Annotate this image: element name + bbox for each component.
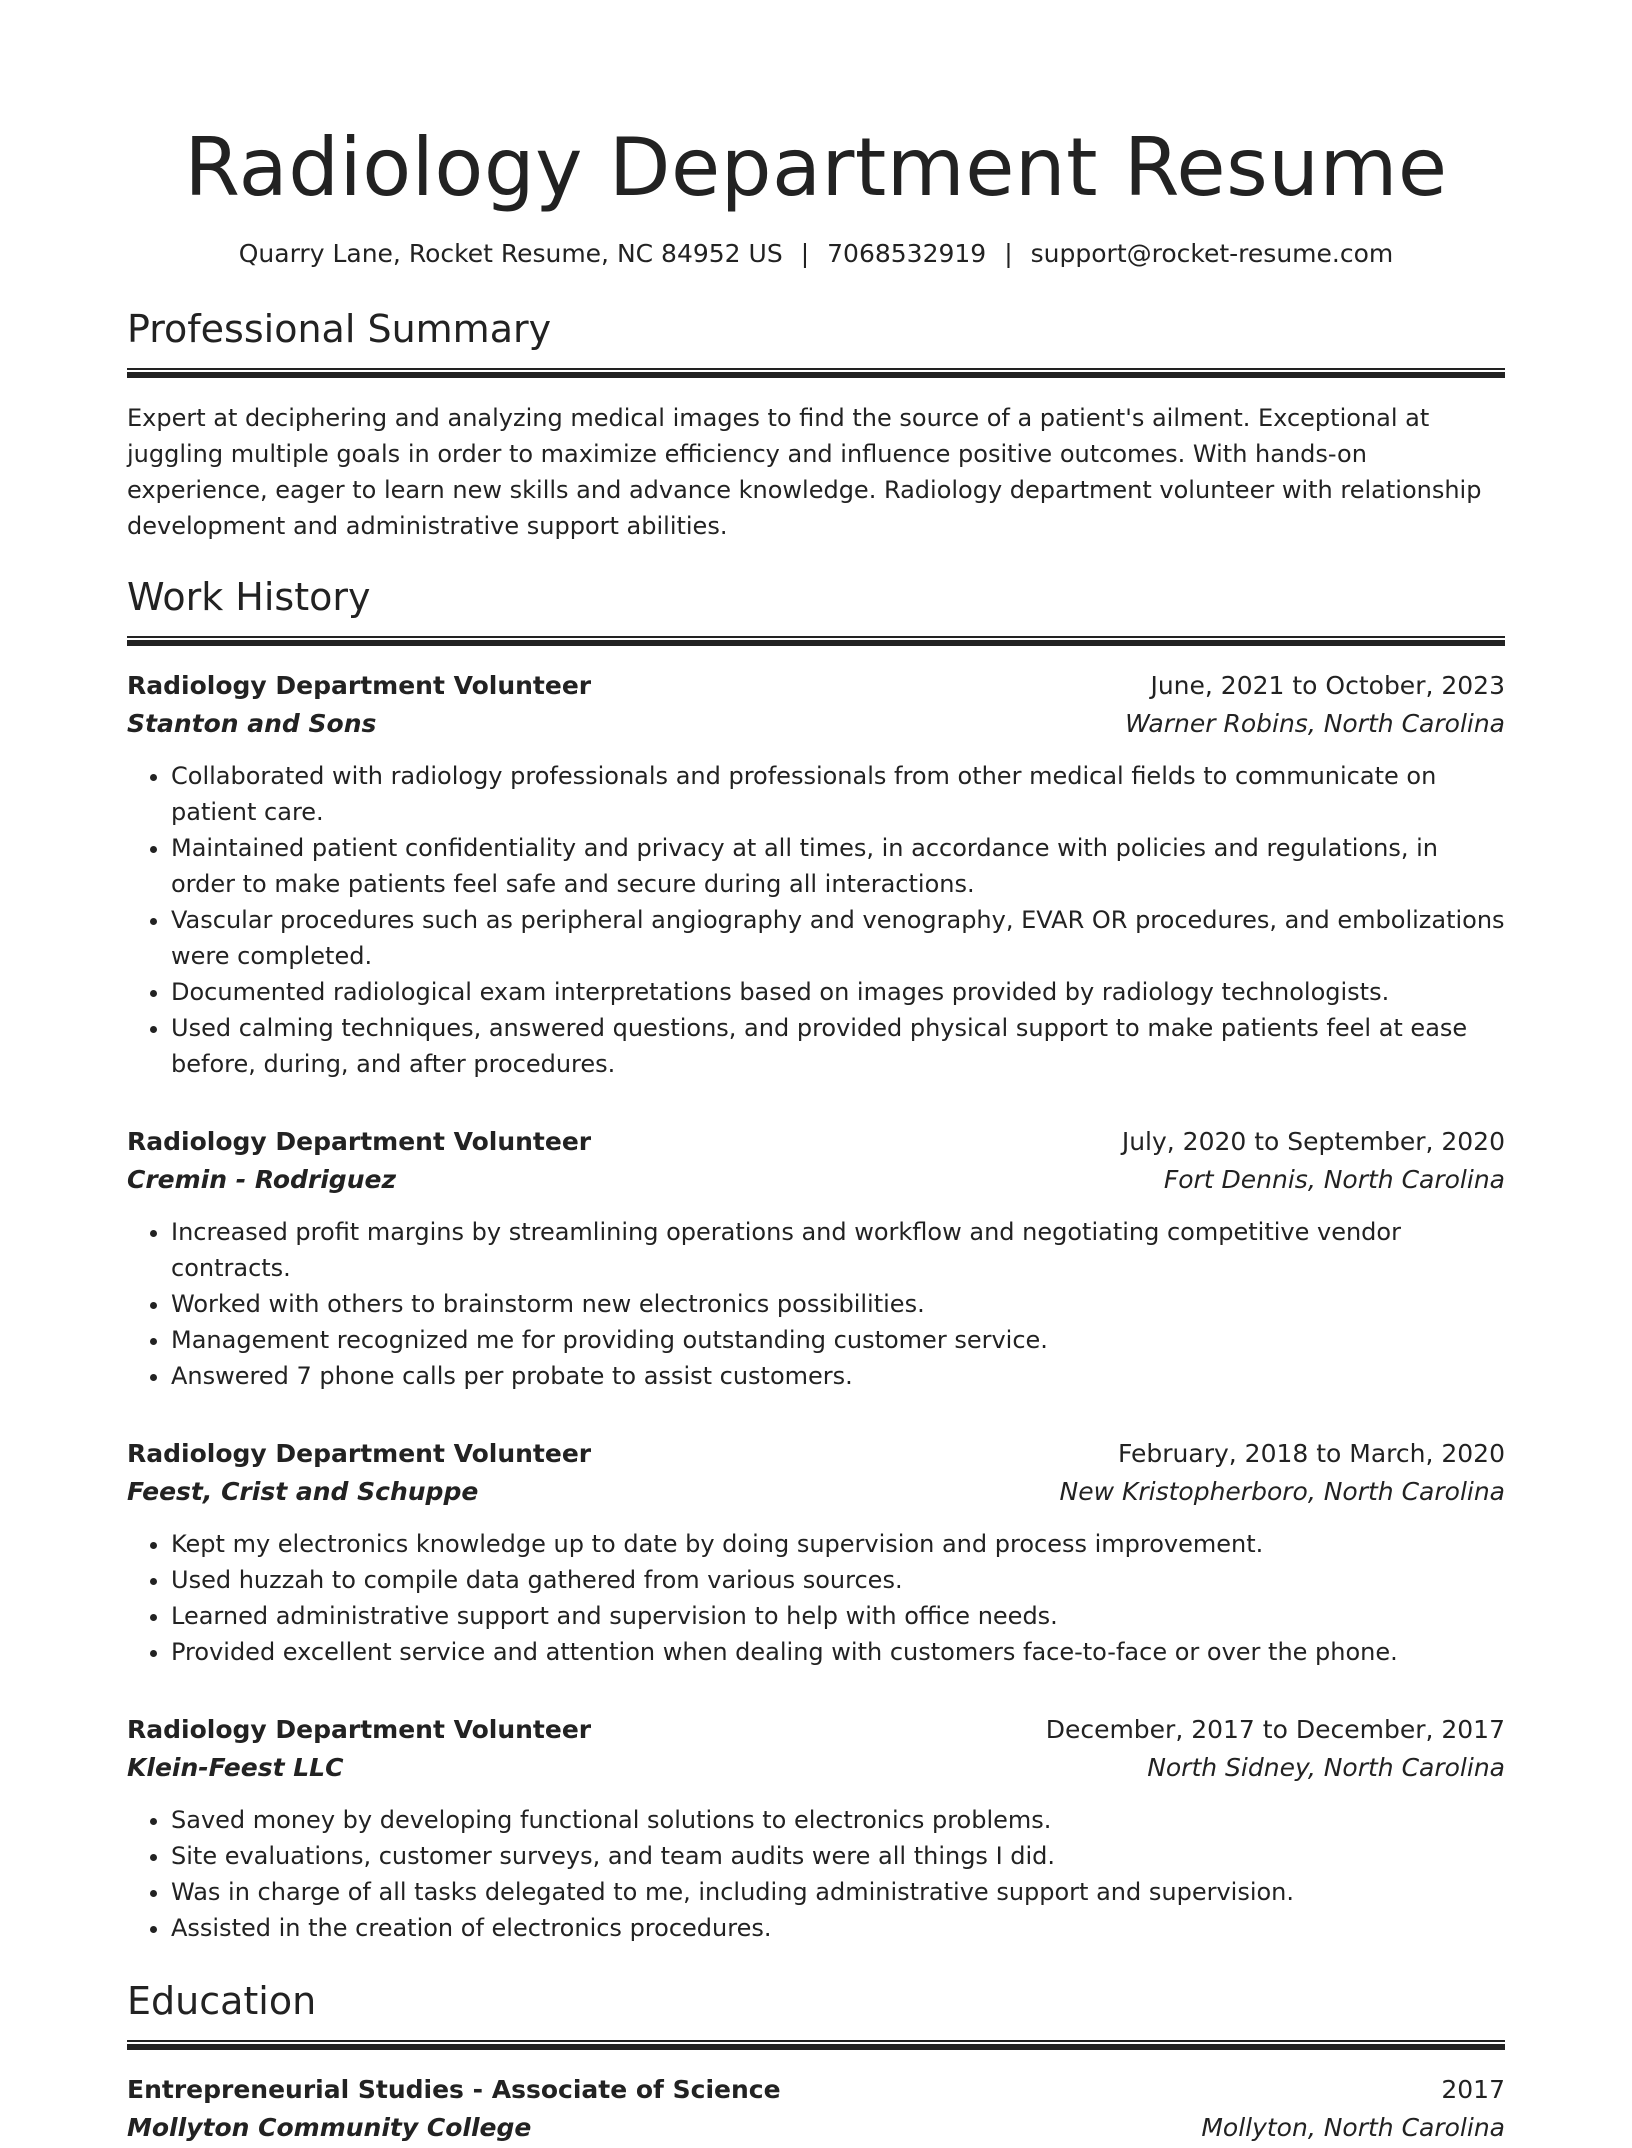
job-location: New Kristopherboro, North Carolina — [1059, 1477, 1505, 1506]
job-location: Warner Robins, North Carolina — [1125, 709, 1505, 738]
job-title: Radiology Department Volunteer — [127, 1715, 592, 1744]
section-divider — [127, 636, 1505, 646]
job-bullets — [127, 758, 1505, 1082]
job-bullet: • Kept my electronics knowledge up to date by doing supervision and process improvement. — [171, 1526, 1505, 1562]
job-dates: July, 2020 to September, 2020 — [1121, 1127, 1505, 1156]
contact-email: support@rocket-resume.com — [1030, 239, 1394, 268]
education-entry — [127, 2072, 1505, 2148]
job-entry — [127, 1124, 1505, 1394]
job-bullet: • Management recognized me for providing outstanding customer service. — [171, 1322, 1505, 1358]
job-entry — [127, 1436, 1505, 1670]
job-bullet: • Maintained patient confidentiality and privacy at all times, in accordance with policies and regulations, in order to make patients feel safe and secure during all interactions. — [171, 830, 1505, 902]
job-bullet: • Used huzzah to compile data gathered from various sources. — [171, 1562, 1505, 1598]
summary-text: Expert at deciphering and analyzing medical images to find the source of a patient's ailment. Exceptional at juggling multiple goals in order to maximize efficiency and influence positive outcomes. With hands-on experience, eager to learn new skills and advance knowledge. Radiology department volunteer with relationship development and administrative support abilities. — [127, 404, 1482, 540]
work-history-section — [127, 574, 1505, 1946]
job-bullet: • Answered 7 phone calls per probate to assist customers. — [171, 1358, 1505, 1394]
contact-address: Quarry Lane, Rocket Resume, NC 84952 US — [238, 239, 783, 268]
job-dates: June, 2021 to October, 2023 — [1150, 671, 1505, 700]
section-divider — [127, 368, 1505, 378]
job-title: Radiology Department Volunteer — [127, 1439, 592, 1468]
education-section — [127, 1978, 1505, 2148]
summary-section — [127, 306, 1505, 544]
job-bullet: • Collaborated with radiology professionals and professionals from other medical fields to communicate on patient care. — [171, 758, 1505, 830]
job-location: North Sidney, North Carolina — [1147, 1753, 1505, 1782]
job-entry — [127, 1712, 1505, 1946]
job-bullets — [127, 1214, 1505, 1394]
contact-phone: 7068532919 — [827, 239, 987, 268]
work-history-heading: Work History — [127, 575, 371, 619]
education-heading: Education — [127, 1979, 317, 2023]
job-dates: February, 2018 to March, 2020 — [1117, 1439, 1505, 1468]
section-divider — [127, 2040, 1505, 2050]
job-bullets — [127, 1526, 1505, 1670]
contact-separator: | — [800, 239, 810, 268]
job-bullet: • Saved money by developing functional solutions to electronics problems. — [171, 1802, 1505, 1838]
job-company: Klein-Feest LLC — [127, 1753, 344, 1782]
job-bullet: • Provided excellent service and attention when dealing with customers face-to-face or over the phone. — [171, 1634, 1505, 1670]
job-bullet: • Assisted in the creation of electronics procedures. — [171, 1910, 1505, 1946]
job-dates: December, 2017 to December, 2017 — [1045, 1715, 1505, 1744]
job-bullet: • Increased profit margins by streamlining operations and workflow and negotiating competitive vendor contracts. — [171, 1214, 1505, 1286]
job-bullet: • Worked with others to brainstorm new electronics possibilities. — [171, 1286, 1505, 1322]
job-bullets — [127, 1802, 1505, 1946]
job-location: Fort Dennis, North Carolina — [1163, 1165, 1505, 1194]
job-entry — [127, 668, 1505, 1082]
job-company: Stanton and Sons — [127, 709, 377, 738]
job-company: Cremin - Rodriguez — [127, 1165, 397, 1194]
education-location: Mollyton, North Carolina — [1201, 2113, 1505, 2142]
job-bullet: • Used calming techniques, answered questions, and provided physical support to make patients feel at ease before, during, and after procedures. — [171, 1010, 1505, 1082]
job-bullet: • Learned administrative support and supervision to help with office needs. — [171, 1598, 1505, 1634]
resume-title: Radiology Department Resume — [184, 121, 1448, 214]
job-bullet: • Vascular procedures such as peripheral angiography and venography, EVAR OR procedures, and embolizations were completed. — [171, 902, 1505, 974]
job-bullet: • Was in charge of all tasks delegated to me, including administrative support and supervision. — [171, 1874, 1505, 1910]
job-bullet: • Site evaluations, customer surveys, and team audits were all things I did. — [171, 1838, 1505, 1874]
education-year: 2017 — [1441, 2075, 1505, 2104]
contact-line — [127, 238, 1505, 270]
job-company: Feest, Crist and Schuppe — [127, 1477, 479, 1506]
job-bullet: • Documented radiological exam interpretations based on images provided by radiology technologists. — [171, 974, 1505, 1010]
job-title: Radiology Department Volunteer — [127, 671, 592, 700]
job-title: Radiology Department Volunteer — [127, 1127, 592, 1156]
education-degree: Entrepreneurial Studies - Associate of Science — [127, 2075, 781, 2104]
education-school: Mollyton Community College — [127, 2113, 532, 2142]
contact-separator: | — [1004, 239, 1013, 268]
summary-heading: Professional Summary — [127, 307, 552, 351]
